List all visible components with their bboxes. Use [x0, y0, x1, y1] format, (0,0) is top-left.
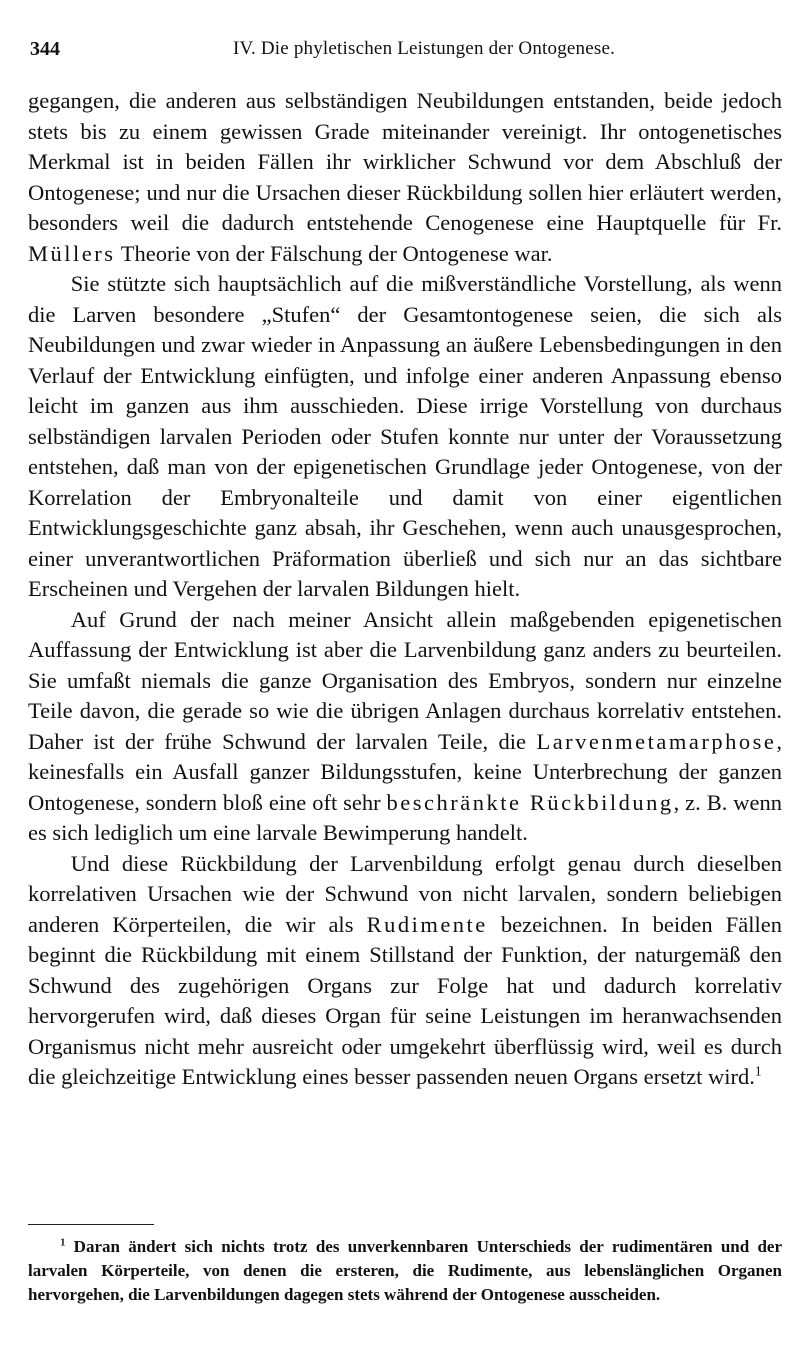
running-head: IV. Die phyletischen Leistungen der Ontogenese. [232, 38, 616, 59]
emphasized-name: Müllers [28, 240, 116, 266]
footnote [28, 1235, 782, 1307]
emphasized-term: beschränkte Rückbildung [386, 789, 674, 815]
page-number: 344 [30, 38, 60, 60]
paragraph-text: gegangen, die anderen aus selbständigen Neubildungen entstanden, beide jedoch stets bis zu einem gewissen Grade miteinander vereinigt. Ihr ontogenetisches Merkmal ist in beiden Fällen ihr wirklicher Schwund vor dem Abschluß der Ontogenese; und nur die Ursachen dieser Rückbildung sollen hier erläutert werden, besonders weil die dadurch entstehende Cenogenese eine Hauptquelle für Fr. [28, 88, 782, 235]
footnote-text: Daran ändert sich nichts trotz des unverkennbaren Unterschieds der rudimentären und der larvalen Körperteile, von denen die ersteren, die Rudimente, aus lebenslänglichen Organen hervorgehen, die Larvenbildungen dagegen stets während der Ontogenese ausscheiden. [28, 1237, 783, 1304]
paragraph-continuation [28, 86, 782, 269]
body-text [28, 86, 782, 1093]
paragraph [28, 269, 782, 605]
emphasized-term: Rudimente [366, 911, 488, 937]
paragraph-text: , z. B. wenn es sich lediglich um eine larvale Bewimperung handelt. [28, 789, 782, 845]
paragraph-text: Sie stützte sich hauptsächlich auf die mißverständliche Vorstellung, als wenn die Larven besondere „Stufen“ der Gesamtontogenese seien, die sich als Neubildungen und zwar wieder in Anpassung an äußere Lebensbedingungen in den Verlauf der Entwicklung einfügten, und infolge einer anderen Anpassung ebenso leicht im ganzen aus ihm ausschieden. Diese irrige Vorstellung von durchaus selbständigen larvalen Perioden oder Stufen konnte nur unter der Voraussetzung entstehen, daß man von der epigenetischen Grundlage jeder Ontogenese, von der Korrelation der Embryonalteile und damit von einer eigentlichen Entwicklungsgeschichte ganz absah, ihr Geschehen, wenn auch unausgesprochen, einer unverantwortlichen Präformation überließ und sich nur an das sichtbare Erscheinen und Vergehen der larvalen Bildungen hielt. [28, 271, 782, 601]
paragraph [28, 605, 782, 849]
paragraph-text: bezeichnen. In beiden Fällen beginnt die Rückbildung mit einem Stillstand der Funktion, der naturgemäß den Schwund des zugehörigen Organs zur Folge hat und dadurch korrelativ hervorgerufen wird, daß dieses Organ für seine Leistungen im heranwachsenden Organismus nicht mehr ausreicht oder umgekehrt überflüssig wird, weil es durch die gleichzeitige Entwicklung eines besser passenden neuen Organs ersetzt wird. [28, 911, 783, 1089]
paragraph-text: , keinesfalls ein Ausfall ganzer Bildungsstufen, keine Unterbrechung der ganzen Ontogenese, sondern bloß eine oft sehr [28, 728, 782, 815]
footnote-reference: 1 [754, 1063, 762, 1079]
footnotes [28, 1235, 782, 1307]
footnote-marker: 1 [60, 1237, 66, 1249]
page-header [30, 38, 778, 68]
paragraph-text: Und diese Rückbildung der Larvenbildung erfolgt genau durch dieselben korrelativen Ursachen wie der Schwund von nicht larvalen, sondern beliebigen anderen Körperteilen, die wir als [28, 850, 782, 937]
paragraph-text: Theorie von der Fälschung der Ontogenese war. [115, 240, 553, 266]
paragraph [28, 849, 782, 1093]
emphasized-term: Larvenmetamarphose [536, 728, 777, 754]
paragraph-text: Auf Grund der nach meiner Ansicht allein maßgebenden epigenetischen Auffassung der Entwicklung ist aber die Larvenbildung ganz anders zu beurteilen. Sie umfaßt niemals die ganze Organisation des Embryos, sondern nur einzelne Teile davon, die gerade so wie die übrigen Anlagen durchaus korrelativ entstehen. Daher ist der frühe Schwund der larvalen Teile, die [28, 606, 782, 754]
footnote-divider [28, 1224, 154, 1225]
